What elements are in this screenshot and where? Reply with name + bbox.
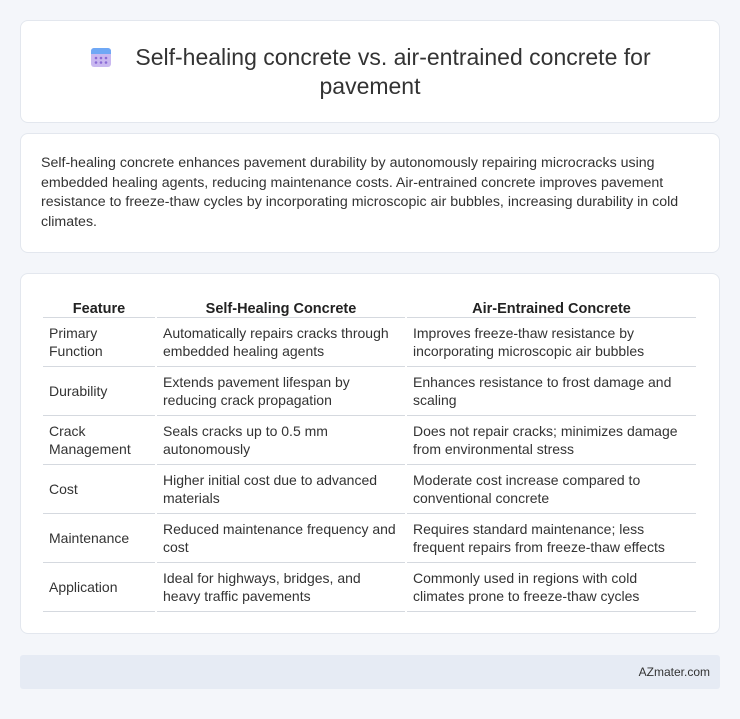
row-feature: Crack Management xyxy=(43,416,155,465)
row-feature: Cost xyxy=(43,465,155,514)
comparison-card xyxy=(20,273,720,634)
table-row xyxy=(43,367,696,416)
header-self-healing: Self-Healing Concrete xyxy=(157,296,405,318)
title-text: Self-healing concrete vs. air-entrained concrete for pavement xyxy=(135,44,651,99)
table-row xyxy=(43,318,696,367)
table-row xyxy=(43,416,696,465)
row-air-entrained: Enhances resistance to frost damage and scaling xyxy=(407,367,696,416)
table-header-row xyxy=(43,296,696,318)
summary-text: Self-healing concrete enhances pavement durability by autonomously repairing microcracks using embedded healing agents, reducing maintenance costs. Air-entrained concrete improves pavement resistance to freeze-thaw cycles by incorporating microscopic air bubbles, increasing durability in cold climates. xyxy=(41,155,679,230)
title-card xyxy=(20,20,720,123)
row-feature: Durability xyxy=(43,367,155,416)
row-feature: Maintenance xyxy=(43,514,155,563)
table-row xyxy=(43,563,696,612)
page-title xyxy=(21,43,719,101)
row-air-entrained: Moderate cost increase compared to conventional concrete xyxy=(407,465,696,514)
row-self-healing: Extends pavement lifespan by reducing crack propagation xyxy=(157,367,405,416)
row-self-healing: Ideal for highways, bridges, and heavy traffic pavements xyxy=(157,563,405,612)
row-air-entrained: Requires standard maintenance; less frequent repairs from freeze-thaw effects xyxy=(407,514,696,563)
row-feature: Application xyxy=(43,563,155,612)
row-self-healing: Seals cracks up to 0.5 mm autonomously xyxy=(157,416,405,465)
footer-bar xyxy=(20,655,720,689)
header-air-entrained: Air-Entrained Concrete xyxy=(407,296,696,318)
summary-card xyxy=(20,133,720,253)
table-row xyxy=(43,514,696,563)
row-self-healing: Automatically repairs cracks through embedded healing agents xyxy=(157,318,405,367)
footer-brand[interactable]: AZmater.com xyxy=(638,665,710,679)
row-feature: Primary Function xyxy=(43,318,155,367)
comparison-table xyxy=(41,296,698,612)
row-air-entrained: Improves freeze-thaw resistance by incorporating microscopic air bubbles xyxy=(407,318,696,367)
row-air-entrained: Commonly used in regions with cold climates prone to freeze-thaw cycles xyxy=(407,563,696,612)
header-feature: Feature xyxy=(43,296,155,318)
row-air-entrained: Does not repair cracks; minimizes damage from environmental stress xyxy=(407,416,696,465)
row-self-healing: Higher initial cost due to advanced materials xyxy=(157,465,405,514)
calendar-icon xyxy=(89,45,113,69)
row-self-healing: Reduced maintenance frequency and cost xyxy=(157,514,405,563)
table-row xyxy=(43,465,696,514)
